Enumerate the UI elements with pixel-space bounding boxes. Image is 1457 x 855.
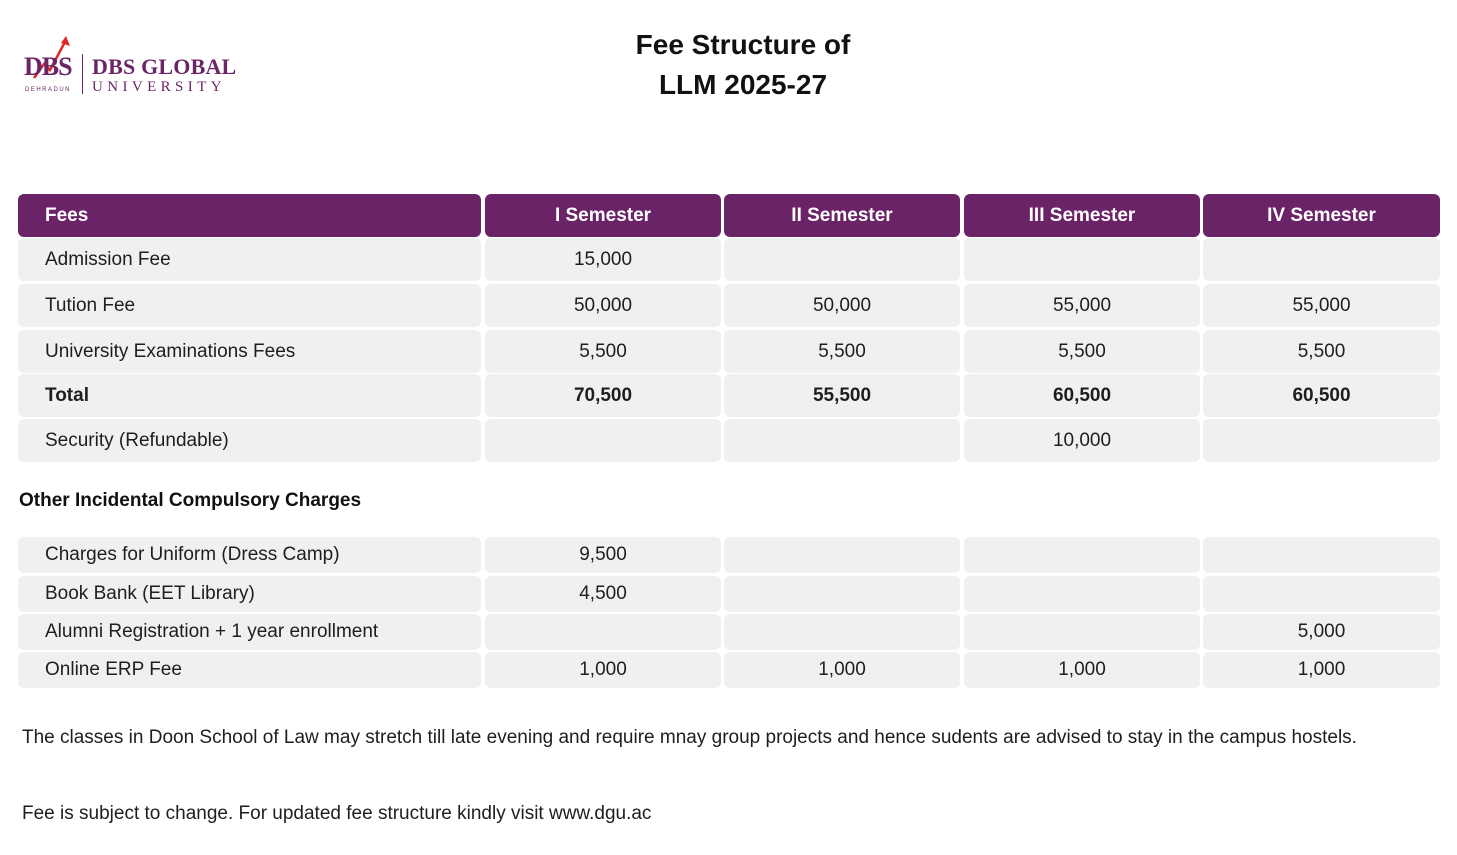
table-cell: 1,000 — [964, 652, 1200, 688]
table-cell — [724, 238, 960, 281]
hostel-note: The classes in Doon School of Law may stretch till late evening and require mnay group projects and hence sudents are advised to stay in the campus hostels. — [22, 727, 1357, 748]
table-cell: 50,000 — [724, 284, 960, 327]
header-semester-2: II Semester — [724, 194, 960, 237]
header-semester-3: III Semester — [964, 194, 1200, 237]
table-cell — [964, 238, 1200, 281]
table-cell: 5,000 — [1203, 614, 1440, 650]
page-title-line1: Fee Structure of — [635, 29, 851, 60]
table-row-examinations — [18, 330, 1440, 373]
table-cell-label: Online ERP Fee — [18, 652, 481, 688]
table-cell — [964, 537, 1200, 573]
logo-mark-text: DBS — [24, 52, 72, 81]
table-row-security — [18, 419, 1440, 462]
table-cell: 70,500 — [485, 374, 721, 417]
table-cell — [1203, 238, 1440, 281]
table-cell: 5,500 — [1203, 330, 1440, 373]
logo-subtitle: UNIVERSITY — [92, 79, 226, 95]
table-cell — [724, 576, 960, 612]
table-cell-label: University Examinations Fees — [18, 330, 481, 373]
table-cell: 50,000 — [485, 284, 721, 327]
table-cell: 60,500 — [964, 374, 1200, 417]
header-semester-1: I Semester — [485, 194, 721, 237]
table-cell — [724, 537, 960, 573]
table-cell-label: Total — [18, 374, 481, 417]
table-cell: 5,500 — [724, 330, 960, 373]
table-cell-label: Tution Fee — [18, 284, 481, 327]
page-title-line2: LLM 2025-27 — [658, 69, 828, 100]
table-row-alumni — [18, 614, 1440, 650]
table-cell — [724, 419, 960, 462]
fee-table-header — [18, 194, 1440, 237]
fee-change-note: Fee is subject to change. For updated fee structure kindly visit www.dgu.ac — [22, 803, 652, 824]
table-cell: 55,000 — [1203, 284, 1440, 327]
table-cell: 9,500 — [485, 537, 721, 573]
table-cell — [964, 576, 1200, 612]
table-cell — [724, 614, 960, 650]
table-cell — [1203, 576, 1440, 612]
table-row-total — [18, 374, 1440, 417]
table-row-tuition — [18, 284, 1440, 327]
table-cell-label: Alumni Registration + 1 year enrollment — [18, 614, 481, 650]
table-cell: 55,000 — [964, 284, 1200, 327]
other-charges-title: Other Incidental Compulsory Charges — [19, 490, 362, 511]
table-cell-label: Security (Refundable) — [18, 419, 481, 462]
table-cell: 10,000 — [964, 419, 1200, 462]
header-semester-4: IV Semester — [1203, 194, 1440, 237]
table-row-erp — [18, 652, 1440, 688]
header-fees: Fees — [18, 194, 481, 237]
table-cell — [964, 614, 1200, 650]
table-row-uniform — [18, 537, 1440, 573]
table-cell — [1203, 419, 1440, 462]
table-cell: 5,500 — [485, 330, 721, 373]
table-row-admission — [18, 238, 1440, 281]
logo-city: DEHRADUN — [25, 87, 72, 93]
table-cell-label: Book Bank (EET Library) — [18, 576, 481, 612]
table-cell-label: Charges for Uniform (Dress Camp) — [18, 537, 481, 573]
table-cell-label: Admission Fee — [18, 238, 481, 281]
table-row-book-bank — [18, 576, 1440, 612]
table-cell: 1,000 — [1203, 652, 1440, 688]
table-cell: 5,500 — [964, 330, 1200, 373]
table-cell: 4,500 — [485, 576, 721, 612]
logo-name: DBS GLOBAL — [92, 54, 237, 79]
table-cell: 1,000 — [724, 652, 960, 688]
table-cell: 15,000 — [485, 238, 721, 281]
table-cell: 60,500 — [1203, 374, 1440, 417]
table-cell — [485, 419, 721, 462]
table-cell — [1203, 537, 1440, 573]
table-cell: 1,000 — [485, 652, 721, 688]
table-cell — [485, 614, 721, 650]
table-cell: 55,500 — [724, 374, 960, 417]
